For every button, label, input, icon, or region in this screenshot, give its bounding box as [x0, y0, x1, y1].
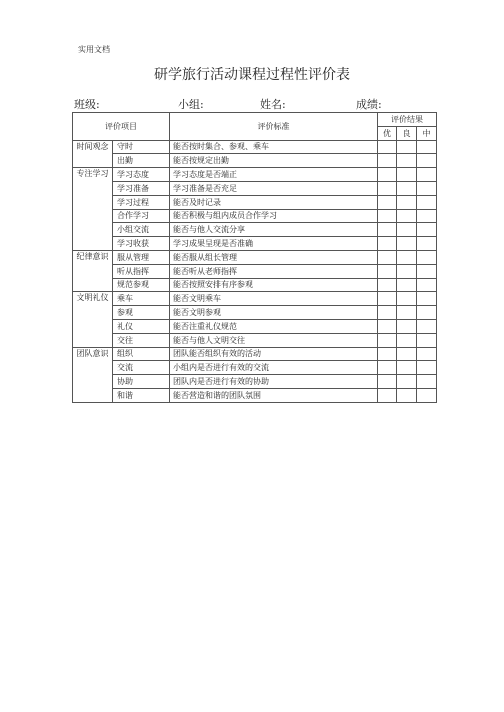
table-row	[73, 361, 437, 375]
grade-cell-good[interactable]	[397, 237, 417, 251]
standard-cell: 能否营造和谐的团队氛围	[170, 388, 378, 402]
grade-cell-good[interactable]	[397, 319, 417, 333]
grade-cell-excellent[interactable]	[378, 278, 397, 292]
grade-cell-good[interactable]	[397, 361, 417, 375]
score-label: 成绩:	[356, 98, 382, 111]
grade-cell-excellent[interactable]	[378, 264, 397, 278]
grade-cell-excellent[interactable]	[378, 250, 397, 264]
standard-cell: 小组内是否进行有效的交流	[170, 361, 378, 375]
header-note: 实用文档	[78, 45, 110, 54]
grade-cell-average[interactable]	[417, 168, 437, 182]
grade-cell-average[interactable]	[417, 154, 437, 168]
grade-cell-average[interactable]	[417, 223, 437, 237]
table-row	[73, 388, 437, 402]
standard-cell: 学习态度是否端正	[170, 168, 378, 182]
grade-cell-good[interactable]	[397, 333, 417, 347]
table-row	[73, 209, 437, 223]
header-standard: 评价标准	[170, 113, 378, 141]
grade-cell-average[interactable]	[417, 347, 437, 361]
subitem-cell: 组织	[113, 347, 170, 361]
grade-cell-good[interactable]	[397, 140, 417, 154]
standard-cell: 能否听从老师指挥	[170, 264, 378, 278]
grade-cell-average[interactable]	[417, 319, 437, 333]
table-row	[73, 347, 437, 361]
standard-cell: 能否积极与组内成员合作学习	[170, 209, 378, 223]
subitem-cell: 听从指挥	[113, 264, 170, 278]
grade-cell-excellent[interactable]	[378, 154, 397, 168]
table-row	[73, 333, 437, 347]
grade-cell-excellent[interactable]	[378, 306, 397, 320]
grade-cell-excellent[interactable]	[378, 168, 397, 182]
grade-cell-excellent[interactable]	[378, 195, 397, 209]
grade-cell-excellent[interactable]	[378, 388, 397, 402]
group-label: 小组:	[178, 98, 204, 111]
subitem-cell: 规范参观	[113, 278, 170, 292]
table-row	[73, 319, 437, 333]
grade-cell-good[interactable]	[397, 306, 417, 320]
grade-cell-good[interactable]	[397, 250, 417, 264]
grade-cell-good[interactable]	[397, 375, 417, 389]
subitem-cell: 和谐	[113, 388, 170, 402]
header-result: 评价结果	[378, 113, 437, 127]
subitem-cell: 交往	[113, 333, 170, 347]
grade-cell-excellent[interactable]	[378, 333, 397, 347]
grade-cell-excellent[interactable]	[378, 223, 397, 237]
grade-cell-average[interactable]	[417, 278, 437, 292]
table-row	[73, 306, 437, 320]
table-row	[73, 195, 437, 209]
grade-cell-average[interactable]	[417, 375, 437, 389]
standard-cell: 能否与他人文明交往	[170, 333, 378, 347]
table-row	[73, 168, 437, 182]
grade-cell-good[interactable]	[397, 278, 417, 292]
table-row	[73, 140, 437, 154]
subitem-cell: 协助	[113, 375, 170, 389]
grade-cell-excellent[interactable]	[378, 209, 397, 223]
grade-cell-good[interactable]	[397, 195, 417, 209]
grade-cell-good[interactable]	[397, 264, 417, 278]
table-row	[73, 375, 437, 389]
category-cell: 时间观念	[73, 140, 113, 168]
grade-cell-excellent[interactable]	[378, 319, 397, 333]
standard-cell: 能否按时集合、参观、乘车	[170, 140, 378, 154]
grade-cell-good[interactable]	[397, 209, 417, 223]
grade-cell-average[interactable]	[417, 140, 437, 154]
grade-cell-excellent[interactable]	[378, 181, 397, 195]
grade-cell-average[interactable]	[417, 250, 437, 264]
table-row	[73, 154, 437, 168]
category-cell: 文明礼仪	[73, 292, 113, 347]
grade-cell-good[interactable]	[397, 292, 417, 306]
standard-cell: 团队能否组织有效的活动	[170, 347, 378, 361]
subitem-cell: 学习过程	[113, 195, 170, 209]
grade-cell-excellent[interactable]	[378, 361, 397, 375]
subitem-cell: 学习准备	[113, 181, 170, 195]
subitem-cell: 礼仪	[113, 319, 170, 333]
header-item: 评价项目	[73, 113, 170, 141]
subitem-cell: 参观	[113, 306, 170, 320]
header-grade-average: 中	[417, 126, 437, 140]
class-label: 班级:	[74, 98, 100, 111]
standard-cell: 能否服从组长管理	[170, 250, 378, 264]
grade-cell-average[interactable]	[417, 333, 437, 347]
grade-cell-good[interactable]	[397, 388, 417, 402]
grade-cell-good[interactable]	[397, 347, 417, 361]
subitem-cell: 守时	[113, 140, 170, 154]
category-cell: 专注学习	[73, 168, 113, 251]
standard-cell: 能否文明乘车	[170, 292, 378, 306]
name-label: 姓名:	[260, 98, 286, 111]
grade-cell-average[interactable]	[417, 306, 437, 320]
standard-cell: 学习准备是否充足	[170, 181, 378, 195]
subitem-cell: 交流	[113, 361, 170, 375]
table-row	[73, 181, 437, 195]
standard-cell: 能否按规定出勤	[170, 154, 378, 168]
grade-cell-good[interactable]	[397, 168, 417, 182]
page-title: 研学旅行活动课程过程性评价表	[154, 67, 350, 83]
subitem-cell: 乘车	[113, 292, 170, 306]
subitem-cell: 合作学习	[113, 209, 170, 223]
table-body	[73, 140, 437, 402]
grade-cell-average[interactable]	[417, 181, 437, 195]
header-grade-good: 良	[397, 126, 417, 140]
grade-cell-excellent[interactable]	[378, 140, 397, 154]
standard-cell: 能否与他人交流分享	[170, 223, 378, 237]
standard-cell: 能否注重礼仪规范	[170, 319, 378, 333]
grade-cell-average[interactable]	[417, 292, 437, 306]
subitem-cell: 小组交流	[113, 223, 170, 237]
grade-cell-good[interactable]	[397, 154, 417, 168]
subitem-cell: 学习态度	[113, 168, 170, 182]
grade-cell-average[interactable]	[417, 237, 437, 251]
grade-cell-average[interactable]	[417, 264, 437, 278]
grade-cell-excellent[interactable]	[378, 375, 397, 389]
standard-cell: 能否文明参观	[170, 306, 378, 320]
grade-cell-good[interactable]	[397, 181, 417, 195]
header-grade-excellent: 优	[378, 126, 397, 140]
grade-cell-excellent[interactable]	[378, 237, 397, 251]
grade-cell-average[interactable]	[417, 195, 437, 209]
grade-cell-good[interactable]	[397, 223, 417, 237]
grade-cell-average[interactable]	[417, 388, 437, 402]
evaluation-table	[72, 112, 437, 403]
standard-cell: 能否及时记录	[170, 195, 378, 209]
table-row	[73, 223, 437, 237]
grade-cell-average[interactable]	[417, 209, 437, 223]
subitem-cell: 服从管理	[113, 250, 170, 264]
subitem-cell: 出勤	[113, 154, 170, 168]
table-row	[73, 250, 437, 264]
standard-cell: 团队内是否进行有效的协助	[170, 375, 378, 389]
table-row	[73, 278, 437, 292]
category-cell: 团队意识	[73, 347, 113, 402]
grade-cell-excellent[interactable]	[378, 347, 397, 361]
grade-cell-excellent[interactable]	[378, 292, 397, 306]
grade-cell-average[interactable]	[417, 361, 437, 375]
table-row	[73, 264, 437, 278]
table-row	[73, 292, 437, 306]
standard-cell: 能否按照安排有序参观	[170, 278, 378, 292]
subitem-cell: 学习收获	[113, 237, 170, 251]
table-row	[73, 237, 437, 251]
standard-cell: 学习成果呈现是否准确	[170, 237, 378, 251]
category-cell: 纪律意识	[73, 250, 113, 291]
